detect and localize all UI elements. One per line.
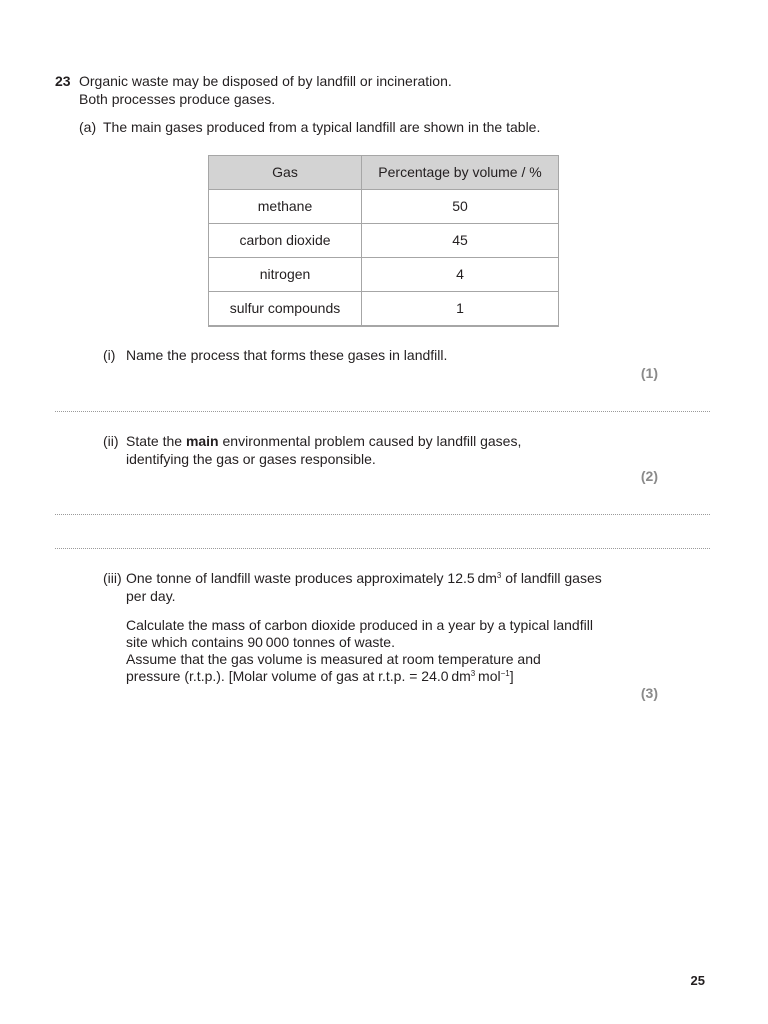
part-iii-line1-sup: 3 [496,571,502,580]
part-iii-para-line3: Assume that the gas volume is measured at room temperature and [126,651,541,667]
part-iii-para-line4-after: ] [509,668,514,684]
answer-line[interactable] [55,411,710,412]
question-intro-line2: Both processes produce gases. [79,91,276,107]
part-i-label: (i) [103,347,116,363]
table-cell-gas: sulfur compounds [209,292,362,327]
part-iii-para-line4-sup1: 3 [470,669,476,678]
part-ii-text-bold: main [185,433,219,449]
table-header-row [209,156,559,190]
table-row [209,224,559,258]
part-iii-para-line4-sup2: −1 [500,669,510,678]
page-number: 25 [690,973,705,988]
part-iii-line2: per day. [126,588,176,604]
part-ii-label: (ii) [103,433,119,449]
part-iii-line1 [126,570,602,587]
part-iii-para-line4-before: pressure (r.t.p.). [Molar volume of gas at r.t.p. = 24.0 dm [126,668,471,684]
table-cell-gas: carbon dioxide [209,224,362,258]
table-header-percentage: Percentage by volume / % [362,156,559,190]
part-iii-para-line4-mid: mol [475,668,501,684]
part-ii-line2: identifying the gas or gases responsible. [126,451,376,467]
table-row [209,190,559,224]
table-cell-gas: nitrogen [209,258,362,292]
part-iii-para-line2: site which contains 90 000 tonnes of waste. [126,634,395,650]
table-header-gas: Gas [209,156,362,190]
part-iii-para-line1: Calculate the mass of carbon dioxide produced in a year by a typical landfill [126,617,593,633]
table-cell-percentage: 50 [362,190,559,224]
part-iii-line1-before: One tonne of landfill waste produces approximately 12.5 dm [126,570,497,586]
part-iii-marks: (3) [640,685,658,701]
part-i-text: Name the process that forms these gases in landfill. [126,347,448,363]
part-ii-text [126,433,521,450]
part-ii-marks: (2) [640,468,658,484]
table-cell-percentage: 45 [362,224,559,258]
part-ii-text-after: environmental problem caused by landfill gases, [218,433,522,449]
part-i-marks: (1) [640,365,658,381]
part-iii-label: (iii) [103,570,122,586]
part-ii-text-before: State the [126,433,186,449]
part-iii-line1-after: of landfill gases [501,570,602,586]
gas-table [208,155,559,327]
question-intro-line1: Organic waste may be disposed of by landfill or incineration. [79,73,452,89]
table-cell-percentage: 1 [362,292,559,327]
question-number: 23 [55,73,71,89]
table-row [209,258,559,292]
table-cell-percentage: 4 [362,258,559,292]
answer-line[interactable] [55,548,710,549]
table-cell-gas: methane [209,190,362,224]
answer-line[interactable] [55,514,710,515]
part-iii-para-line4 [126,668,514,685]
table-row [209,292,559,327]
part-a-label: (a) [79,119,97,135]
part-a-text: The main gases produced from a typical landfill are shown in the table. [103,119,541,135]
